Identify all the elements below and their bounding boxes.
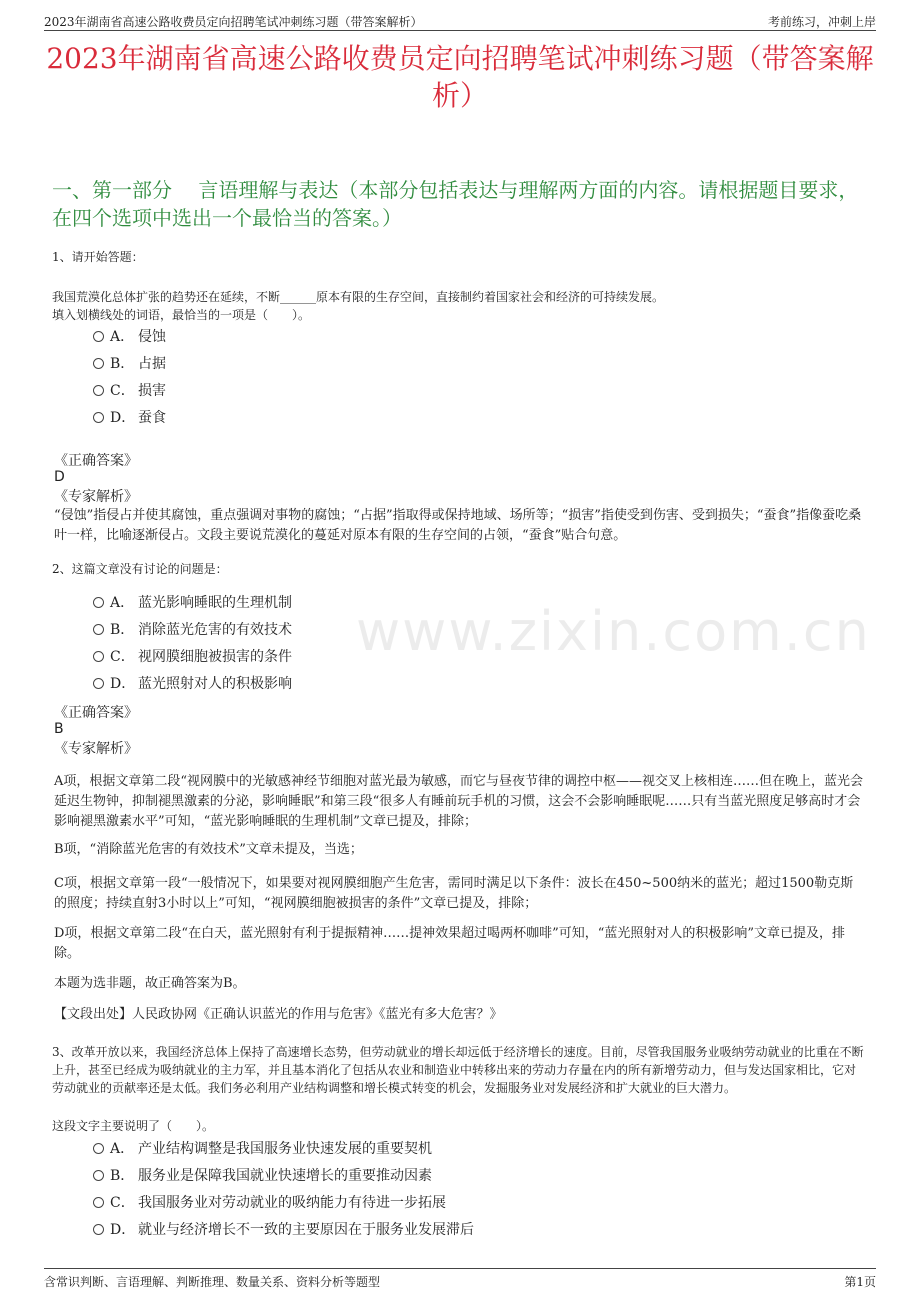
radio-icon[interactable]	[93, 1224, 104, 1235]
footer-page-number: 第1页	[844, 1275, 876, 1289]
q2-analysis-b: B项，“消除蓝光危害的有效技术”文章未提及，当选；	[54, 842, 363, 857]
q3-instruction: 这段文字主要说明了（ ）。	[52, 1119, 215, 1133]
q1-option-c[interactable]: C． 损害	[93, 381, 166, 401]
q3-option-c[interactable]: C． 我国服务业对劳动就业的吸纳能力有待进一步拓展	[93, 1193, 446, 1213]
q3-option-d[interactable]: D． 就业与经济增长不一致的主要原因在于服务业发展滞后	[93, 1220, 474, 1240]
q1-number: 1、请开始答题：	[52, 250, 144, 264]
header-slogan: 考前练习，冲刺上岸	[767, 15, 876, 29]
radio-icon[interactable]	[93, 1143, 104, 1154]
q1-option-d[interactable]: D． 蚕食	[93, 408, 166, 428]
q1-analysis-label: 《专家解析》	[54, 489, 138, 505]
footer-question-types: 含常识判断、言语理解、判断推理、数量关系、资料分析等题型	[44, 1275, 381, 1289]
q2-option-a[interactable]: A． 蓝光影响睡眠的生理机制	[93, 593, 292, 613]
header-doc-title: 2023年湖南省高速公路收费员定向招聘笔试冲刺练习题（带答案解析）	[44, 15, 423, 29]
q3-stem: 3、改革开放以来，我国经济总体上保持了高速增长态势，但劳动就业的增长却远低于经济增长的速度。目前，尽管我国服务业吸纳劳动就业的比重在不断上升，甚至已经成为吸纳就业的主力军，并且基本消化了包括从农业和制造业中转移出来的劳动力存量在内的所有新增劳动力，但与发达国家相比，它对劳动就业的贡献率还是太低。我们务必利用产业结构调整和增长模式转变的机会，发掘服务业对发展经济和扩大就业的巨大潜力。	[52, 1045, 864, 1095]
q1-answer: D	[54, 469, 65, 485]
page-header	[44, 10, 876, 31]
q2-analysis-a: A项，根据文章第二段“视网膜中的光敏感神经节细胞对蓝光最为敏感，而它与昼夜节律的调控中枢——视交叉上核相连……但在晚上，蓝光会延迟生物钟，抑制褪黑激素的分泌，影响睡眠”和第三段“很多人有睡前玩手机的习惯，这会不会影响睡眠呢……只有当蓝光照度足够高时才会影响褪黑激素水平”可知，“蓝光影响睡眠的生理机制”文章已提及，排除；	[54, 774, 864, 829]
q2-answer: B	[54, 721, 64, 737]
section-heading: 一、第一部分 言语理解与表达（本部分包括表达与理解两方面的内容。请根据题目要求，在四个选项中选出一个最恰当的答案。）	[52, 178, 859, 230]
q1-instruction: 填入划横线处的词语，最恰当的一项是（ ）。	[52, 308, 311, 322]
q2-conclusion: 本题为选非题，故正确答案为B。	[54, 976, 246, 991]
q2-source: 【文段出处】人民政协网《正确认识蓝光的作用与危害》《蓝光有多大危害？》	[54, 1007, 503, 1022]
q2-analysis-d: D项，根据文章第二段“在白天，蓝光照射有利于提振精神……提神效果超过喝两杯咖啡”可知，“蓝光照射对人的积极影响”文章已提及，排除。	[54, 926, 846, 961]
radio-icon[interactable]	[93, 651, 104, 662]
radio-icon[interactable]	[93, 385, 104, 396]
radio-icon[interactable]	[93, 1197, 104, 1208]
page-footer	[44, 1268, 876, 1289]
q3-option-a[interactable]: A． 产业结构调整是我国服务业快速发展的重要契机	[93, 1139, 432, 1159]
q2-answer-label: 《正确答案》	[54, 705, 138, 721]
q2-analysis-c: C项，根据文章第一段“一般情况下，如果要对视网膜细胞产生危害，需同时满足以下条件：波长在450~500纳米的蓝光；超过1500勒克斯的照度；持续直射3小时以上”可知，“视网膜细胞被损害的条件”文章已提及，排除；	[54, 876, 854, 911]
radio-icon[interactable]	[93, 678, 104, 689]
radio-icon[interactable]	[93, 412, 104, 423]
radio-icon[interactable]	[93, 331, 104, 342]
q2-option-c[interactable]: C． 视网膜细胞被损害的条件	[93, 647, 292, 667]
q1-option-a[interactable]: A． 侵蚀	[93, 327, 166, 347]
radio-icon[interactable]	[93, 597, 104, 608]
q3-option-b[interactable]: B． 服务业是保障我国就业快速增长的重要推动因素	[93, 1166, 432, 1186]
radio-icon[interactable]	[93, 624, 104, 635]
q1-analysis: “侵蚀”指侵占并使其腐蚀，重点强调对事物的腐蚀；“占据”指取得或保持地域、场所等；“损害”指使受到伤害、受到损失；“蚕食”指像蚕吃桑叶一样，比喻逐渐侵占。文段主要说荒漠化的蔓延对原本有限的生存空间的占领，“蚕食”贴合句意。	[54, 508, 862, 543]
q2-number: 2、这篇文章没有讨论的问题是：	[52, 562, 228, 576]
radio-icon[interactable]	[93, 358, 104, 369]
q2-analysis-label: 《专家解析》	[54, 741, 138, 757]
watermark: www.zixin.com.cn	[356, 600, 871, 663]
q1-stem: 我国荒漠化总体扩张的趋势还在延续，不断______原本有限的生存空间，直接制约着国家社会和经济的可持续发展。	[52, 290, 665, 304]
q2-option-d[interactable]: D． 蓝光照射对人的积极影响	[93, 674, 292, 694]
q2-option-b[interactable]: B． 消除蓝光危害的有效技术	[93, 620, 292, 640]
q1-option-b[interactable]: B． 占据	[93, 354, 166, 374]
document-title: 2023年湖南省高速公路收费员定向招聘笔试冲刺练习题（带答案解析）	[46, 42, 874, 112]
q1-answer-label: 《正确答案》	[54, 453, 138, 469]
radio-icon[interactable]	[93, 1170, 104, 1181]
